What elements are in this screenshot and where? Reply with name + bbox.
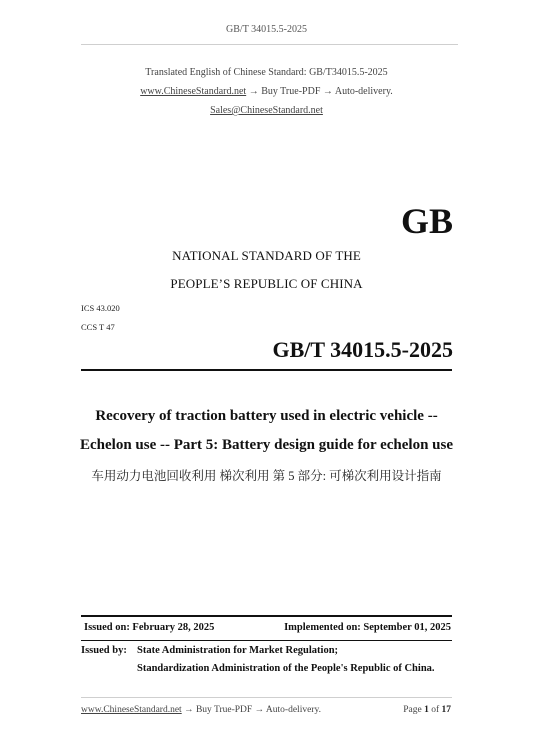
arrow-right-icon: → [248,86,259,97]
running-header: GB/T 34015.5-2025 [226,24,307,35]
dates-rule-bottom [81,640,452,641]
auto-delivery-text: Auto-delivery. [334,86,393,97]
national-standard-line2: PEOPLE’S REPUBLIC OF CHINA [170,276,363,291]
issued-by-line1: State Administration for Market Regulation; [137,645,339,656]
title-line2: Echelon use -- Part 5: Battery design guide for echelon use [79,437,454,453]
footer-buy-text: Buy True-PDF [195,705,253,715]
page-total: 17 [441,705,451,715]
gb-mark: GB [400,201,453,241]
header-divider [81,44,458,45]
footer-site-link[interactable]: www.ChineseStandard.net [81,705,182,715]
arrow-right-icon: → [184,705,194,715]
email-link[interactable]: Sales@ChineseStandard.net [210,105,323,116]
standard-number-rule [81,369,452,371]
issued-by-label: Issued by: [81,645,127,656]
issued-on: Issued on: February 28, 2025 [84,622,215,633]
site-link[interactable]: www.ChineseStandard.net [140,86,247,97]
footer-divider [81,697,452,698]
footer-promo [81,705,321,715]
translated-line: Translated English of Chinese Standard: GB/T34015.5-2025 [145,67,388,78]
of-word: of [431,705,440,715]
arrow-right-icon: → [322,86,333,97]
promo-line [0,86,533,97]
ics-code: ICS 43.020 [81,303,120,313]
dates-rule-top [81,615,452,617]
standard-number: GB/T 34015.5-2025 [272,337,453,362]
chinese-title: 车用动力电池回收利用 梯次利用 第 5 部分: 可梯次利用设计指南 [91,469,442,483]
implemented-on: Implemented on: September 01, 2025 [284,622,451,633]
footer-auto-delivery-text: Auto-delivery. [265,705,321,715]
email-line [0,105,533,116]
page-number: 1 [424,705,429,715]
ccs-code: CCS T 47 [81,322,115,332]
issued-by-line2: Standardization Administration of the People's Republic of China. [137,663,435,674]
arrow-right-icon: → [254,705,265,715]
page-word: Page [403,705,422,715]
title-line1: Recovery of traction battery used in electric vehicle -- [95,408,438,424]
page-indicator [403,705,451,715]
buy-text: Buy True-PDF [261,86,321,97]
national-standard-line1: NATIONAL STANDARD OF THE [172,248,361,263]
